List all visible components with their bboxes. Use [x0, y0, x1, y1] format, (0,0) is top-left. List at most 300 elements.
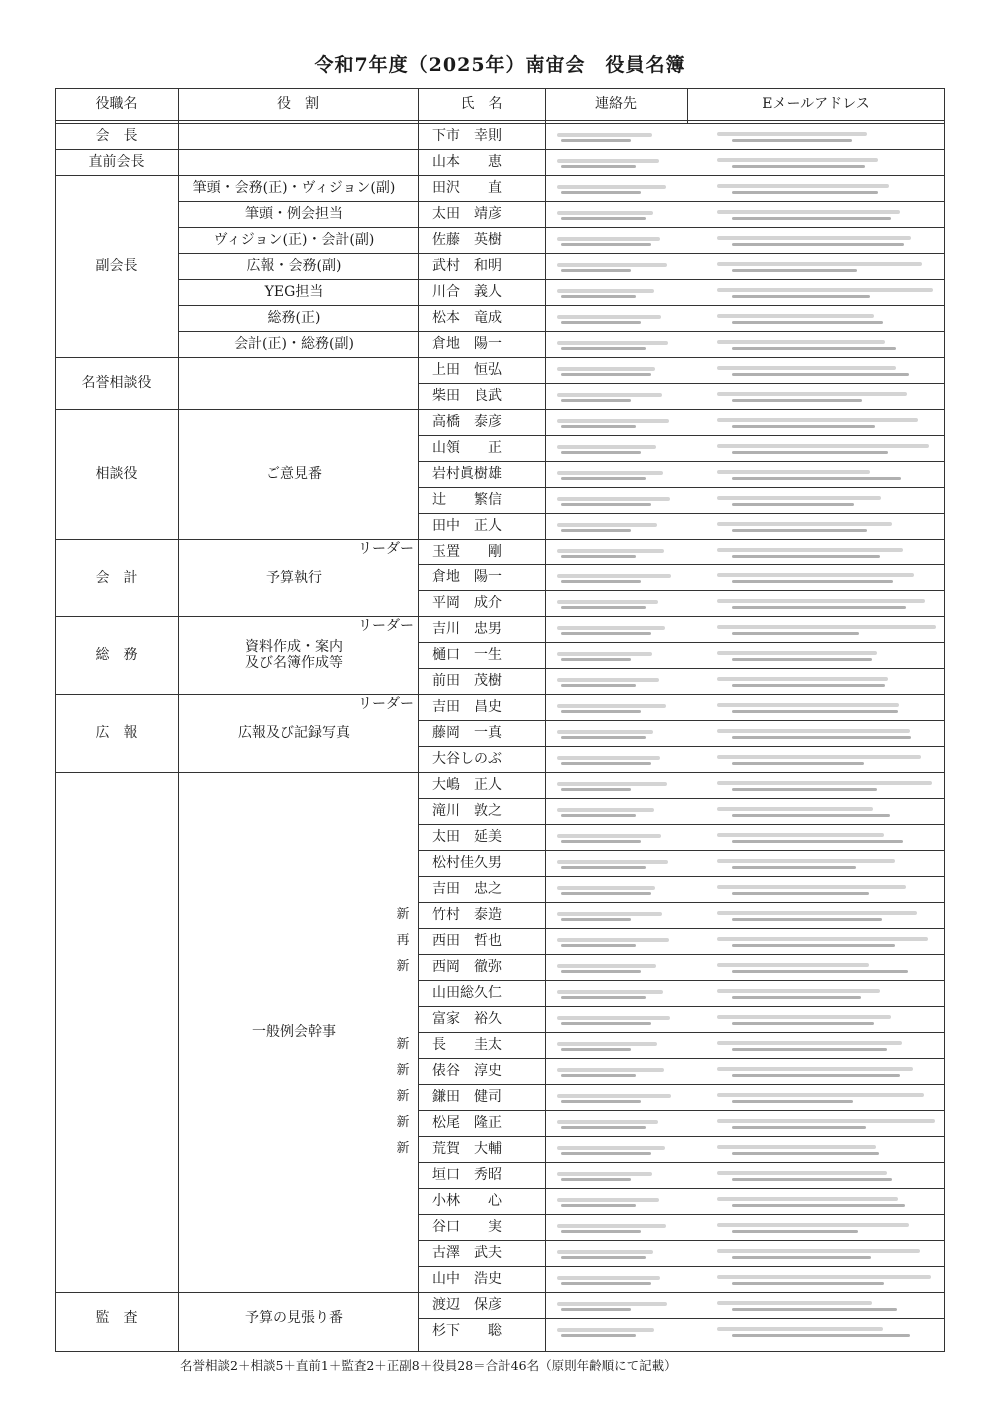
redacted-email [717, 755, 921, 759]
redacted-contact [561, 217, 646, 220]
new-member-mark: 新 [396, 1036, 410, 1052]
row-divider [55, 1292, 945, 1293]
redacted-email [732, 217, 891, 220]
redacted-email [717, 392, 907, 396]
role-cell [178, 123, 410, 149]
row-divider [418, 590, 945, 591]
redacted-email [732, 658, 872, 661]
member-name: 田中 正人 [432, 517, 502, 534]
member-name: 下市 幸則 [432, 127, 502, 144]
position-cell: 直前会長 [88, 154, 145, 170]
member-name: 武村 和明 [432, 257, 502, 274]
header-contact: 連絡先 [595, 96, 637, 112]
redacted-email [732, 580, 893, 583]
member-name: 岩村眞樹雄 [432, 465, 502, 482]
redacted-email [717, 548, 903, 552]
redacted-email [732, 892, 869, 895]
new-member-mark: 新 [396, 1088, 410, 1104]
member-name: 長 圭太 [432, 1036, 502, 1053]
redacted-email [732, 477, 901, 480]
member-name: 山中 浩史 [432, 1270, 502, 1287]
redacted-contact [561, 1152, 651, 1155]
position-cell: 副会長 [95, 258, 138, 274]
row-divider [418, 513, 945, 514]
row-divider [178, 305, 945, 306]
redacted-contact [557, 626, 665, 630]
redacted-contact [557, 159, 659, 163]
redacted-contact [561, 321, 641, 324]
new-member-mark: 再 [396, 932, 410, 948]
leader-label: リーダー [358, 696, 414, 712]
leader-label: リーダー [358, 541, 414, 557]
redacted-email [732, 970, 908, 973]
redacted-email [732, 347, 896, 350]
new-member-mark: 新 [396, 958, 410, 974]
redacted-email [732, 295, 870, 298]
redacted-email [732, 373, 909, 376]
redacted-contact [557, 600, 658, 604]
redacted-contact [557, 1250, 653, 1254]
redacted-contact [557, 133, 652, 137]
redacted-contact [557, 574, 671, 578]
member-name: 杉下 聡 [432, 1322, 502, 1339]
row-divider [418, 383, 945, 384]
row-divider [418, 487, 945, 488]
redacted-contact [557, 912, 662, 916]
redacted-email [717, 937, 928, 941]
redacted-email [732, 1256, 871, 1259]
redacted-email [717, 573, 914, 577]
role-cell: 筆頭・例会担当 [245, 206, 343, 222]
redacted-email [717, 210, 900, 214]
redacted-email [717, 625, 936, 629]
redacted-email [732, 1334, 910, 1337]
position-cell: 会 長 [95, 128, 138, 144]
redacted-contact [557, 964, 656, 968]
redacted-contact [561, 1022, 651, 1025]
member-name: 山田総久仁 [432, 984, 502, 1001]
redacted-contact [561, 1230, 641, 1233]
redacted-email [732, 944, 895, 947]
row-divider [178, 253, 945, 254]
role-cell: 予算執行 [266, 569, 322, 586]
redacted-contact [561, 529, 631, 532]
redacted-email [732, 606, 906, 609]
redacted-email [717, 1067, 913, 1071]
member-name: 山領 正 [432, 439, 502, 456]
redacted-email [732, 1048, 887, 1051]
row-divider [418, 668, 945, 669]
member-name: 樋口 一生 [432, 646, 502, 663]
row-divider [418, 798, 945, 799]
role-cell: ヴィジョン(正)・会計(副) [213, 232, 375, 248]
redacted-contact [557, 315, 661, 319]
redacted-contact [561, 1074, 636, 1077]
redacted-contact [561, 632, 651, 635]
redacted-email [717, 859, 895, 863]
member-name: 俵谷 淳史 [432, 1062, 502, 1079]
row-divider [418, 1266, 945, 1267]
redacted-contact [561, 684, 636, 687]
redacted-contact [561, 1282, 651, 1285]
row-divider [55, 539, 945, 540]
role-cell: 一般例会幹事 [252, 1024, 336, 1040]
redacted-contact [557, 1328, 654, 1332]
role-cell [178, 357, 410, 409]
redacted-contact [557, 1120, 658, 1124]
redacted-contact [561, 892, 651, 895]
member-name: 吉田 昌史 [432, 698, 502, 715]
row-divider [418, 1188, 945, 1189]
redacted-contact [561, 295, 636, 298]
redacted-contact [561, 191, 641, 194]
leader-label: リーダー [358, 618, 414, 634]
redacted-contact [561, 425, 636, 428]
member-name: 田沢 直 [432, 179, 502, 196]
row-divider [178, 279, 945, 280]
row-divider [55, 409, 945, 410]
member-name: 谷口 実 [432, 1218, 502, 1235]
redacted-contact [557, 730, 653, 734]
redacted-email [717, 496, 881, 500]
redacted-contact [557, 704, 666, 708]
redacted-email [732, 321, 883, 324]
position-cell [55, 772, 178, 1292]
redacted-contact [557, 263, 667, 267]
redacted-contact [557, 1276, 660, 1280]
row-divider [418, 642, 945, 643]
redacted-contact [557, 1146, 665, 1150]
redacted-email [732, 399, 862, 402]
redacted-contact [557, 834, 661, 838]
redacted-contact [561, 918, 631, 921]
redacted-email [732, 555, 880, 558]
redacted-contact [557, 497, 670, 501]
redacted-email [717, 366, 896, 370]
redacted-email [717, 184, 889, 188]
member-name: 大嶋 正人 [432, 776, 502, 793]
redacted-email [717, 1119, 935, 1123]
row-divider [55, 772, 945, 773]
redacted-contact [561, 788, 631, 791]
role-cell: 広報・会務(副) [246, 258, 342, 274]
header-role: 役 割 [277, 96, 319, 112]
member-name: 高橋 泰彦 [432, 413, 502, 430]
redacted-email [732, 1126, 866, 1129]
redacted-email [717, 236, 911, 240]
redacted-email [732, 269, 857, 272]
member-name: 松村佳久男 [432, 854, 502, 871]
role-cell: 予算の見張り番 [245, 1310, 343, 1326]
redacted-email [732, 1230, 858, 1233]
redacted-email [717, 314, 874, 318]
redacted-contact [557, 678, 659, 682]
redacted-email [732, 1074, 900, 1077]
new-member-mark: 新 [396, 1140, 410, 1156]
redacted-contact [561, 1204, 636, 1207]
role-cell [178, 149, 410, 175]
redacted-contact [557, 393, 662, 397]
redacted-contact [561, 944, 636, 947]
redacted-email [732, 918, 882, 921]
redacted-contact [561, 762, 651, 765]
redacted-email [717, 1093, 924, 1097]
redacted-contact [557, 1302, 667, 1306]
redacted-contact [557, 341, 668, 345]
redacted-contact [561, 1100, 641, 1103]
redacted-email [717, 288, 933, 292]
role-cell: ご意見番 [266, 466, 322, 482]
redacted-email [732, 425, 875, 428]
member-name: 松本 竜成 [432, 309, 502, 326]
role-cell: YEG担当 [264, 284, 324, 300]
redacted-contact [557, 860, 668, 864]
row-divider [418, 746, 945, 747]
redacted-email [732, 1204, 905, 1207]
redacted-contact [561, 373, 651, 376]
redacted-email [717, 729, 910, 733]
member-name: 小林 心 [432, 1192, 502, 1209]
roster-table [55, 88, 945, 1352]
redacted-email [717, 1249, 920, 1253]
redacted-contact [561, 866, 646, 869]
redacted-contact [561, 165, 636, 168]
redacted-contact [561, 347, 646, 350]
row-divider [55, 616, 945, 617]
redacted-contact [561, 658, 631, 661]
position-cell: 広 報 [95, 725, 138, 741]
redacted-contact [557, 1172, 652, 1176]
row-divider [178, 201, 945, 202]
redacted-contact [561, 399, 631, 402]
redacted-email [717, 807, 873, 811]
role-cell: 筆頭・会務(正)・ヴィジョン(副) [192, 180, 396, 196]
redacted-contact [557, 938, 669, 942]
redacted-email [717, 1171, 887, 1175]
redacted-contact [557, 289, 654, 293]
row-divider [418, 902, 945, 903]
redacted-email [732, 632, 859, 635]
position-cell: 総 務 [95, 647, 138, 663]
redacted-email [717, 1015, 891, 1019]
redacted-email [732, 736, 911, 739]
redacted-contact [561, 580, 641, 583]
redacted-email [717, 1275, 931, 1279]
member-name: 辻 繁信 [432, 491, 502, 508]
redacted-email [717, 340, 885, 344]
redacted-contact [557, 445, 656, 449]
member-name: 佐藤 英樹 [432, 231, 502, 248]
redacted-email [717, 1327, 883, 1331]
footer-note: 名誉相談2＋相談5＋直前1＋監査2＋正副8＋役員28＝合計46名（原則年齢順にて記載） [180, 1358, 677, 1373]
header-position: 役職名 [95, 96, 138, 112]
member-name: 荒賀 大輔 [432, 1140, 502, 1157]
member-name: 西田 哲也 [432, 932, 502, 949]
row-divider [418, 954, 945, 955]
member-name: 吉川 忠男 [432, 620, 502, 637]
redacted-contact [557, 1224, 666, 1228]
redacted-contact [557, 237, 660, 241]
redacted-contact [557, 652, 652, 656]
redacted-contact [557, 367, 655, 371]
row-divider [418, 1214, 945, 1215]
member-name: 玉置 剛 [432, 543, 502, 560]
redacted-contact [561, 503, 651, 506]
redacted-email [717, 1197, 898, 1201]
document-title: 令和7年度（2025年）南宙会 役員名簿 [314, 54, 686, 76]
redacted-email [717, 911, 917, 915]
redacted-contact [561, 139, 631, 142]
row-divider [418, 850, 945, 851]
redacted-email [717, 833, 884, 837]
member-name: 平岡 成介 [432, 594, 502, 611]
role-cell: 会計(正)・総務(副) [234, 336, 354, 352]
redacted-email [717, 989, 880, 993]
row-divider [178, 331, 945, 332]
redacted-email [717, 158, 878, 162]
redacted-email [732, 814, 890, 817]
redacted-contact [561, 1048, 631, 1051]
redacted-contact [561, 1178, 631, 1181]
redacted-email [732, 684, 885, 687]
member-name: 古澤 武夫 [432, 1244, 502, 1261]
position-cell: 名誉相談役 [81, 375, 152, 391]
redacted-contact [561, 996, 646, 999]
redacted-contact [557, 1016, 670, 1020]
row-divider [418, 564, 945, 565]
row-divider [418, 876, 945, 877]
member-name: 松尾 隆正 [432, 1114, 502, 1131]
member-name: 垣口 秀昭 [432, 1166, 502, 1183]
redacted-email [717, 963, 869, 967]
redacted-contact [557, 185, 666, 189]
redacted-email [732, 243, 904, 246]
member-name: 大谷しのぶ [432, 750, 502, 767]
redacted-email [717, 418, 918, 422]
redacted-email [732, 165, 865, 168]
redacted-email [732, 529, 867, 532]
redacted-contact [557, 1068, 664, 1072]
member-name: 太田 延美 [432, 828, 502, 845]
row-divider [418, 1084, 945, 1085]
position-cell: 相談役 [95, 466, 138, 482]
role-cell: 総務(正) [267, 310, 321, 326]
redacted-email [732, 1178, 892, 1181]
redacted-email [732, 840, 903, 843]
row-divider [418, 1006, 945, 1007]
redacted-email [717, 522, 892, 526]
redacted-contact [557, 523, 657, 527]
row-divider [418, 1162, 945, 1163]
redacted-email [732, 996, 861, 999]
redacted-contact [561, 710, 641, 713]
redacted-email [717, 599, 925, 603]
member-name: 太田 靖彦 [432, 205, 502, 222]
redacted-email [717, 470, 870, 474]
redacted-contact [557, 1198, 659, 1202]
redacted-contact [557, 211, 653, 215]
row-divider [178, 227, 945, 228]
redacted-email [717, 1041, 902, 1045]
row-divider [418, 1110, 945, 1111]
redacted-contact [561, 243, 651, 246]
redacted-contact [561, 555, 636, 558]
redacted-contact [561, 451, 641, 454]
redacted-email [732, 866, 856, 869]
redacted-contact [561, 840, 641, 843]
row-divider [418, 980, 945, 981]
role-cell: 資料作成・案内 及び名簿作成等 [245, 639, 343, 671]
row-divider [55, 357, 945, 358]
redacted-email [732, 191, 878, 194]
member-name: 山本 恵 [432, 153, 502, 170]
redacted-contact [561, 606, 646, 609]
member-name: 滝川 敦之 [432, 802, 502, 819]
redacted-email [717, 262, 922, 266]
position-cell: 会 計 [95, 569, 138, 586]
redacted-contact [561, 814, 636, 817]
row-divider [55, 149, 945, 150]
row-divider [418, 435, 945, 436]
redacted-contact [561, 970, 641, 973]
new-member-mark: 新 [396, 1114, 410, 1130]
redacted-contact [561, 736, 646, 739]
member-name: 倉地 陽一 [432, 568, 502, 585]
header-divider [55, 120, 945, 121]
role-cell: 広報及び記録写真 [238, 725, 350, 741]
row-divider [418, 720, 945, 721]
row-divider [418, 1032, 945, 1033]
redacted-contact [561, 1256, 646, 1259]
redacted-contact [561, 269, 631, 272]
redacted-contact [561, 1126, 646, 1129]
header-email: Eメールアドレス [762, 96, 870, 112]
member-name: 吉田 忠之 [432, 880, 502, 897]
row-divider [418, 1240, 945, 1241]
row-divider [418, 1136, 945, 1137]
redacted-email [717, 885, 906, 889]
redacted-email [717, 781, 932, 785]
header-name: 氏 名 [460, 96, 503, 112]
row-divider [55, 175, 945, 176]
redacted-email [732, 1100, 853, 1103]
member-name: 前田 茂樹 [432, 672, 502, 689]
redacted-email [717, 1223, 909, 1227]
redacted-email [732, 139, 852, 142]
new-member-mark: 新 [396, 1062, 410, 1078]
redacted-email [717, 651, 877, 655]
member-name: 倉地 陽一 [432, 335, 502, 352]
redacted-email [717, 677, 888, 681]
member-name: 藤岡 一真 [432, 724, 502, 741]
redacted-contact [557, 782, 667, 786]
redacted-contact [561, 1308, 631, 1311]
redacted-email [732, 451, 888, 454]
row-divider [418, 1318, 945, 1319]
redacted-contact [561, 1334, 636, 1337]
row-divider [418, 928, 945, 929]
redacted-email [732, 1282, 884, 1285]
redacted-email [732, 762, 864, 765]
redacted-contact [557, 471, 663, 475]
redacted-contact [557, 549, 664, 553]
member-name: 川合 義人 [432, 283, 502, 300]
redacted-email [732, 1308, 897, 1311]
row-divider [55, 694, 945, 695]
redacted-email [732, 503, 854, 506]
member-name: 鎌田 健司 [432, 1088, 502, 1105]
redacted-email [717, 1145, 876, 1149]
